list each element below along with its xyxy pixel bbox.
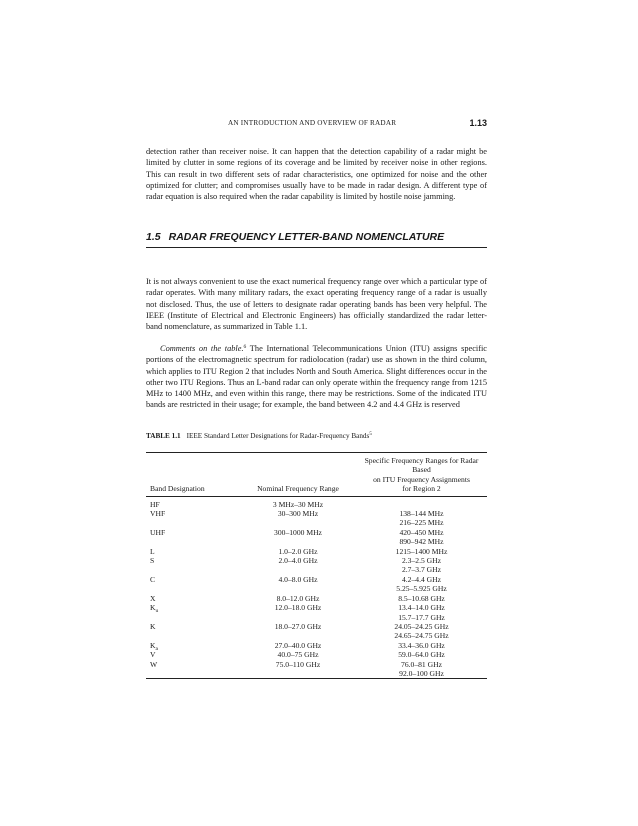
paragraph-lead: Comments on the table. bbox=[160, 344, 244, 354]
table-row bbox=[146, 547, 487, 556]
cell-itu bbox=[356, 594, 487, 603]
frequency-table bbox=[146, 452, 487, 679]
cell-band bbox=[146, 594, 240, 603]
band-letter: K bbox=[150, 603, 156, 613]
header-itu bbox=[356, 453, 487, 496]
cell-itu bbox=[356, 575, 487, 594]
section-title: RADAR FREQUENCY LETTER-BAND NOMENCLATURE bbox=[168, 231, 445, 243]
table-label: TABLE 1.1 bbox=[146, 432, 181, 440]
itu-range: 5.25–5.925 GHz bbox=[396, 584, 447, 594]
table-row bbox=[146, 622, 487, 641]
table-row bbox=[146, 641, 487, 650]
paragraph-text: The International Telecommunications Union (ITU) assigns specific portions of the electromagnetic spectrum for radiolocation (radar) use as shown in the third column, which applies to ITU Region 2 that includes North and South America. Slight differences occur in the other two ITU Regions. Thus an L-band radar can only operate within the frequency range from 1215 MHz to 1400 MHz, and even within this range, there may be restrictions. Some of the indicated ITU bands are restricted in their usage; for example, the band between 4.2 and 4.4 GHz is reserved bbox=[146, 344, 488, 409]
cell-itu bbox=[356, 528, 487, 547]
itu-range: 13.4–14.0 GHz bbox=[398, 603, 445, 613]
cell-itu bbox=[356, 641, 487, 650]
itu-range: 24.05–24.25 GHz bbox=[394, 621, 449, 631]
cell-band bbox=[146, 603, 240, 622]
band-letter: X bbox=[150, 593, 156, 603]
band-letter: L bbox=[150, 546, 155, 556]
cell-band bbox=[146, 556, 240, 575]
band-letter: V bbox=[150, 650, 156, 660]
cell-itu bbox=[356, 496, 487, 509]
cell-band bbox=[146, 641, 240, 650]
running-header-title: AN INTRODUCTION AND OVERVIEW OF RADAR bbox=[228, 119, 397, 127]
table-row bbox=[146, 528, 487, 547]
band-letter: K bbox=[150, 640, 156, 650]
cell-band bbox=[146, 575, 240, 594]
itu-range: 92.0–100 GHz bbox=[399, 668, 444, 678]
itu-range: 2.7–3.7 GHz bbox=[401, 565, 442, 575]
band-letter: S bbox=[150, 556, 155, 566]
table-row bbox=[146, 509, 487, 528]
band-letter: C bbox=[150, 574, 156, 584]
cell-nominal: 8.0–12.0 GHz bbox=[276, 593, 320, 603]
table-row bbox=[146, 496, 487, 509]
itu-range: 420–450 MHz bbox=[399, 527, 444, 537]
cell-nominal: 4.0–8.0 GHz bbox=[278, 574, 318, 584]
itu-range: 4.2–4.4 GHz bbox=[401, 574, 442, 584]
table-row bbox=[146, 575, 487, 594]
cell-nominal: 40.0–75 GHz bbox=[277, 650, 319, 660]
table-caption bbox=[146, 432, 487, 440]
cell-nominal: 2.0–4.0 GHz bbox=[278, 556, 318, 566]
cell-itu bbox=[356, 622, 487, 641]
section-number: 1.5 bbox=[146, 231, 161, 243]
footnote-ref: 6 bbox=[243, 344, 247, 351]
band-letter: W bbox=[150, 659, 158, 669]
page-number: 1.13 bbox=[469, 118, 487, 128]
table-row bbox=[146, 556, 487, 575]
cell-band bbox=[146, 496, 240, 509]
header-itu-line2: on ITU Frequency Assignments bbox=[373, 474, 470, 484]
body-paragraph-3 bbox=[146, 343, 487, 410]
cell-band bbox=[146, 547, 240, 556]
cell-nominal: 75.0–110 GHz bbox=[275, 659, 321, 669]
cell-band bbox=[146, 622, 240, 641]
frequency-table-grid bbox=[146, 453, 487, 678]
cell-nominal: 30–300 MHz bbox=[277, 509, 319, 519]
table-row bbox=[146, 650, 487, 659]
header-nominal: Nominal Frequency Range bbox=[240, 453, 356, 496]
header-itu-line1: Specific Frequency Ranges for Radar Based bbox=[364, 456, 479, 475]
itu-range: 2.3–2.5 GHz bbox=[401, 556, 442, 566]
itu-range: 8.5–10.68 GHz bbox=[398, 593, 445, 603]
cell-nominal: 1.0–2.0 GHz bbox=[278, 546, 318, 556]
table-row bbox=[146, 603, 487, 622]
body-paragraph-2: It is not always convenient to use the exact numerical frequency range over which a particular type of radar operates. With many military radars, the exact operating frequency range of a radar is usually not disclosed. Thus, the use of letters to designate radar operating bands has been very helpful. The IEEE (Institute of Electrical and Electronic Engineers) has officially standardized the radar letter-band nomenclature, as summarized in Table 1.1. bbox=[146, 277, 487, 331]
body-paragraph-1: detection rather than receiver noise. It can happen that the detection capability of a radar might be limited by clutter in some regions of its coverage and be limited by receiver noise in other regions. This can result in two different sets of radar characteristics, one optimized for noise and the other optimized for clutter; and compromises usually have to be made in radar design. A different type of radar equation is also required when the radar capability is limited by hostile noise jamming. bbox=[146, 147, 487, 201]
table-row bbox=[146, 660, 487, 679]
itu-range: 138–144 MHz bbox=[399, 509, 444, 519]
cell-band bbox=[146, 528, 240, 547]
itu-range: 24.65–24.75 GHz bbox=[394, 631, 449, 641]
band-letter: VHF bbox=[150, 509, 166, 519]
cell-itu bbox=[356, 509, 487, 528]
cell-band bbox=[146, 650, 240, 659]
itu-range: 59.0–64.0 GHz bbox=[398, 650, 445, 660]
itu-range: 216–225 MHz bbox=[399, 518, 444, 528]
cell-nominal: 3 MHz–30 MHz bbox=[272, 499, 324, 509]
table-body bbox=[146, 496, 487, 678]
band-letter: K bbox=[150, 621, 156, 631]
table-header-row bbox=[146, 453, 487, 496]
header-itu-line3: for Region 2 bbox=[402, 484, 441, 494]
table-row bbox=[146, 594, 487, 603]
itu-range: 33.4–36.0 GHz bbox=[398, 640, 445, 650]
cell-itu bbox=[356, 660, 487, 679]
cell-itu bbox=[356, 603, 487, 622]
band-letter: UHF bbox=[150, 527, 166, 537]
cell-nominal: 27.0–40.0 GHz bbox=[274, 640, 322, 650]
itu-range: 76.0–81 GHz bbox=[401, 659, 442, 669]
itu-range: 1215–1400 MHz bbox=[395, 546, 448, 556]
table-header bbox=[146, 453, 487, 496]
cell-nominal: 18.0–27.0 GHz bbox=[274, 621, 322, 631]
band-subscript: u bbox=[155, 608, 159, 615]
table-caption-text: IEEE Standard Letter Designations for Radar-Frequency Bands bbox=[186, 432, 370, 440]
cell-itu bbox=[356, 547, 487, 556]
itu-range: 890–942 MHz bbox=[399, 537, 444, 547]
band-letter: HF bbox=[150, 499, 160, 509]
cell-band bbox=[146, 509, 240, 528]
cell-itu bbox=[356, 556, 487, 575]
running-header bbox=[146, 119, 487, 131]
table-caption-ref: 5 bbox=[369, 432, 372, 437]
cell-nominal: 300–1000 MHz bbox=[274, 527, 322, 537]
cell-band bbox=[146, 660, 240, 679]
itu-range: 15.7–17.7 GHz bbox=[398, 612, 445, 622]
header-band: Band Designation bbox=[146, 453, 240, 496]
band-subscript: a bbox=[155, 645, 158, 652]
section-heading bbox=[146, 231, 487, 248]
cell-nominal: 12.0–18.0 GHz bbox=[274, 603, 322, 613]
cell-itu bbox=[356, 650, 487, 659]
